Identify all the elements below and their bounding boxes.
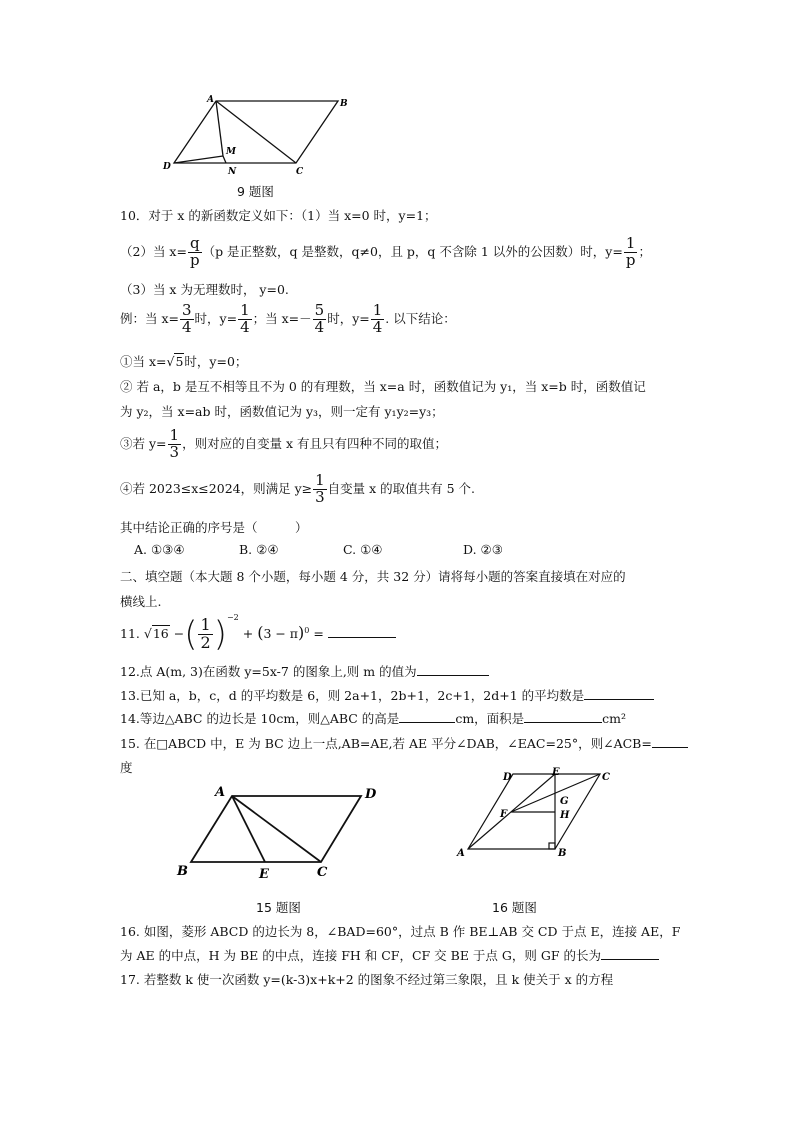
- fraction: [168, 428, 182, 461]
- section-2-heading-line2: 横线上.: [120, 594, 162, 609]
- q14-height-blank[interactable]: [399, 710, 455, 723]
- q11-fraction: [198, 617, 212, 652]
- q10-option-b[interactable]: B. ②④: [239, 542, 279, 557]
- q16-text: 为 AE 的中点，H 为 BE 的中点，连接 FH 和 CF，CF 交 BE 于点 G，则 GF 的长为: [120, 948, 601, 963]
- q17: 17. 若整数 k 使一次函数 y=(k-3)x+k+2 的图象不经过第三象限，且 k 使关于 x 的方程: [120, 972, 614, 987]
- frac-den: 2: [200, 633, 211, 652]
- fig16-label-G: G: [560, 796, 569, 807]
- fig15-label-B: B: [177, 864, 188, 879]
- frac-num: 1: [169, 426, 180, 444]
- fig9-label-N: N: [228, 167, 237, 177]
- q10-case2-end: ；: [638, 243, 651, 259]
- q12-answer-blank[interactable]: [417, 663, 489, 676]
- fraction-1-over-p: [624, 236, 638, 269]
- fig15-label-C: C: [317, 865, 328, 880]
- q10-case2-a: （2）当 x=: [120, 243, 187, 259]
- q11-plus: +: [242, 626, 254, 641]
- left-paren: (: [184, 614, 198, 655]
- frac-num: 1: [624, 236, 638, 253]
- q13-answer-blank[interactable]: [584, 687, 654, 700]
- c4-text: 自变量 x 的取值共有 5 个.: [327, 480, 476, 496]
- fig16-label-F: F: [500, 809, 508, 820]
- ex-text: 时，y=: [327, 310, 370, 326]
- fig9-label-D: D: [163, 162, 171, 172]
- q12-text: 12.点 A(m, 3)在函数 y=5x-7 的图象上,则 m 的值为: [120, 664, 417, 679]
- q15-line2: 度: [120, 760, 133, 775]
- fig16-label-E: E: [552, 767, 560, 778]
- figure-9: [160, 92, 360, 178]
- q14-area-blank[interactable]: [524, 710, 602, 723]
- fig15-label-D: D: [365, 787, 377, 802]
- q16-line2: [120, 946, 659, 964]
- q10-option-d[interactable]: D. ②③: [463, 542, 503, 557]
- q15-answer-blank[interactable]: [652, 735, 688, 748]
- q11-exponent: −2: [226, 613, 239, 622]
- q16-answer-blank[interactable]: [601, 947, 659, 960]
- q11-base: 3 − π: [263, 626, 299, 641]
- fig9-label-B: B: [340, 99, 348, 109]
- q16-line1: 16. 如图，菱形 ABCD 的边长为 8，∠BAD=60°，过点 B 作 BE⊥AB 交 CD 于点 E，连接 AE，F: [120, 924, 681, 939]
- fraction: [371, 303, 385, 336]
- q10-case2-b: （p 是正整数，q 是整数，q≠0，且 p，q 不含除 1 以外的公因数）时，y=: [202, 243, 623, 259]
- q14-text-a: 14.等边△ABC 的边长是 10cm，则△ABC 的高是: [120, 711, 400, 726]
- q10-option-c[interactable]: C. ①④: [343, 542, 383, 557]
- fraction: [238, 303, 252, 336]
- ex-text: . 以下结论：: [385, 310, 456, 326]
- q11-eq: =: [313, 626, 324, 641]
- fig16-label-D: D: [503, 772, 512, 783]
- q10-conclusion-2-line2: 为 y₂，当 x=ab 时，函数值记为 y₃，则一定有 y₁y₂=y₃；: [120, 404, 444, 419]
- frac-den: 3: [315, 487, 325, 506]
- q10-case2: [120, 236, 651, 269]
- fig15-label-A: A: [215, 785, 226, 800]
- ex-text: 时，y=: [194, 310, 238, 326]
- frac-num: 1: [372, 301, 383, 319]
- frac-den: p: [625, 250, 636, 269]
- frac-den: 4: [372, 317, 383, 336]
- frac-num: 1: [200, 615, 211, 635]
- q10-conclusion-2-line1: ② 若 a，b 是互不相等且不为 0 的有理数，当 x=a 时，函数值记为 y₁，当 x=b 时，函数值记: [120, 379, 646, 394]
- figure-15: [175, 782, 390, 882]
- q15-text: 15. 在□ABCD 中，E 为 BC 边上一点,AB=AE,若 AE 平分∠DAB，∠EAC=25°，则∠ACB=: [120, 736, 652, 751]
- ex-text: ；当 x=－: [252, 310, 312, 326]
- c1-text: 时，y=0；: [184, 354, 248, 369]
- c3-text: ，则对应的自变量 x 有且只有四种不同的取值；: [182, 435, 448, 451]
- fig16-label-C: C: [602, 772, 610, 783]
- fraction: [313, 303, 327, 336]
- fig16-label-A: A: [457, 848, 465, 859]
- q11: 11. √16 −( $\frac{1}{2}$ )$^{-2} + (3 - \pi)^0$ =: [120, 613, 396, 652]
- right-paren: ): [213, 614, 227, 655]
- q10-conclusion-1: ①当 x=√5时，y=0；: [120, 354, 248, 369]
- q10-example: [120, 303, 456, 336]
- q10-question: 其中结论正确的序号是（ ）: [120, 520, 308, 535]
- q11-minus: −: [173, 626, 185, 641]
- fraction-q-over-p: [188, 236, 202, 269]
- frac-den: 4: [314, 317, 325, 336]
- q10-conclusion-3: [120, 428, 447, 461]
- fraction: [313, 473, 327, 506]
- q14: [120, 709, 626, 727]
- c4-text: ④若 2023≤x≤2024，则满足 y≥: [120, 480, 313, 496]
- q15-line1: [120, 734, 688, 752]
- q13: [120, 686, 654, 704]
- fig16-caption: 16 题图: [492, 900, 537, 915]
- q10-case3: （3）当 x 为无理数时， y=0.: [120, 282, 289, 297]
- section-2-heading-line1: 二、填空题（本大题 8 个小题，每小题 4 分，共 32 分）请将每小题的答案直接填在对应的: [120, 569, 626, 584]
- q14-text-b: cm，面积是: [455, 711, 525, 726]
- figure-16: [455, 766, 625, 862]
- fig16-label-B: B: [558, 848, 567, 859]
- frac-num: q: [189, 234, 200, 252]
- fig9-label-C: C: [296, 167, 304, 177]
- fig9-label-M: M: [226, 147, 236, 157]
- q11-answer-blank[interactable]: [328, 625, 396, 638]
- sqrt-radicand: 5: [175, 354, 184, 369]
- fig15-label-E: E: [259, 867, 269, 882]
- frac-num: 3: [182, 301, 192, 319]
- c3-text: ③若 y=: [120, 435, 167, 451]
- q11-sqrt-radicand: 16: [152, 626, 169, 641]
- q10-conclusion-4: [120, 473, 475, 506]
- frac-den: 3: [169, 442, 180, 461]
- q11-exp0: 0: [304, 625, 310, 635]
- frac-num: 1: [315, 471, 325, 489]
- frac-den: 4: [240, 317, 250, 336]
- frac-den: 4: [182, 317, 192, 336]
- frac-den: p: [189, 250, 200, 269]
- c1-text: ①当 x=: [120, 354, 167, 369]
- frac-num: 5: [314, 301, 325, 319]
- fig9-label-A: A: [207, 95, 214, 105]
- frac-num: 1: [240, 301, 250, 319]
- fig16-label-H: H: [560, 810, 570, 821]
- q10-intro: 10．对于 x 的新函数定义如下：（1）当 x=0 时，y=1；: [120, 208, 437, 223]
- ex-text: 例：当 x=: [120, 310, 179, 326]
- q11-label: 11.: [120, 626, 140, 641]
- q14-text-c: cm²: [602, 711, 627, 726]
- q10-option-a[interactable]: A. ①③④: [134, 542, 185, 557]
- q13-text: 13.已知 a，b，c，d 的平均数是 6，则 2a+1，2b+1，2c+1，2d+1 的平均数是: [120, 688, 585, 703]
- q12: [120, 662, 489, 680]
- fraction: [180, 303, 194, 336]
- fig9-caption: 9 题图: [237, 184, 274, 199]
- fig15-caption: 15 题图: [256, 900, 301, 915]
